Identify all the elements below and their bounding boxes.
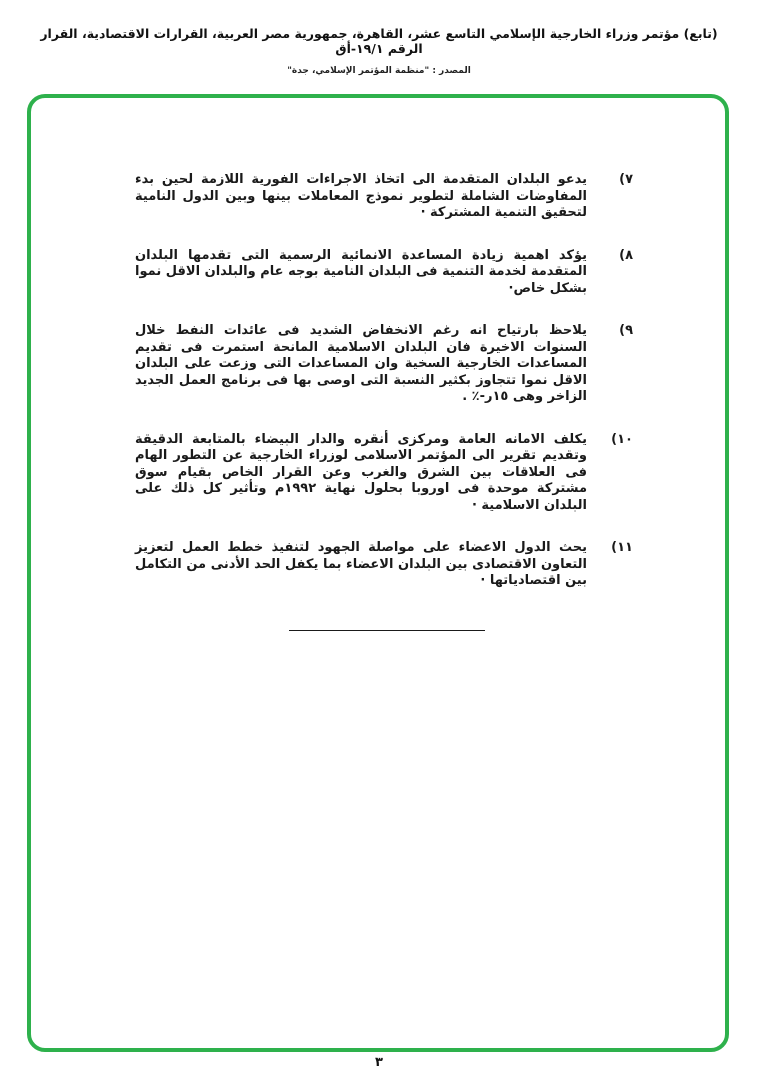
resolution-item-11 xyxy=(135,540,633,590)
item-number: ١٠) xyxy=(611,431,633,447)
content-border-frame xyxy=(27,94,729,1052)
item-text: يلاحظ بارتياح انه رغم الانخفاض الشديد فى عائدات النفط خلال السنوات الاخيرة فان البلدان الاسلامية المانحة استمرت فى تقديم المساعدات الخارجية السخية وان المساعدات التى وزعت على البلدان الاقل نموا تتجاوز بكثير النسبة التى اوصى بها فى برنامج العمل الجديد الزاخر وهى ١٥ر-٪ . xyxy=(135,323,587,404)
item-number: ٧) xyxy=(619,172,633,187)
resolution-item-7 xyxy=(135,172,633,222)
item-text: يحث الدول الاعضاء على مواصلة الجهود لتنفيذ خطط العمل لتعزيز التعاون الاقتصادى بين البلدان الاعضاء بما يكفل الحد الأدنى من التكامل بين اقتصادياتها · xyxy=(135,540,587,588)
document-header xyxy=(0,26,758,76)
item-number: ٩) xyxy=(619,323,633,338)
item-text: يكلف الامانه العامة ومركزى أنقره والدار البيضاء بالمتابعة الدقيقة وتقديم تقرير الى المؤتمر الاسلامى لوزراء الخارجية عن التطور الهام فى العلاقات بين الشرق والغرب وعن القرار الخاص بقيام سوق مشتركة موحدة فى اوروبا بحلول نهاية ١٩٩٢م وتأثير كل ذلك على البلدان الاسلامية · xyxy=(135,431,587,513)
item-number: ١١) xyxy=(611,540,633,555)
resolution-text-block xyxy=(135,172,633,631)
item-text: يدعو البلدان المتقدمة الى اتخاذ الاجراءات الفورية اللازمة لحين بدء المفاوضات الشاملة لتطوير نموذج المعاملات بينها وبين الدول النامية لتحقيق التنمية المشتركة · xyxy=(135,172,587,220)
page-number: ٣ xyxy=(375,1055,383,1070)
resolution-item-10 xyxy=(135,432,633,515)
end-of-text-rule xyxy=(289,630,485,631)
resolution-item-8 xyxy=(135,248,633,298)
document-source: المصدر : "منظمة المؤتمر الإسلامي، جدة" xyxy=(287,66,471,76)
resolution-item-9 xyxy=(135,323,633,406)
item-number: ٨) xyxy=(619,247,633,263)
document-title: (تابع) مؤتمر وزراء الخارجية الإسلامي التاسع عشر، القاهرة، جمهورية مصر العربية، القرارات الاقتصادية، القرار الرقم ١٩/١-أق xyxy=(40,26,718,56)
item-text: يؤكد اهمية زيادة المساعدة الانمائية الرسمية التى تقدمها البلدان المتقدمة لخدمة التنمية فى البلدان النامية بوجه عام والبلدان الاقل نموا بشكل خاص· xyxy=(135,247,587,296)
